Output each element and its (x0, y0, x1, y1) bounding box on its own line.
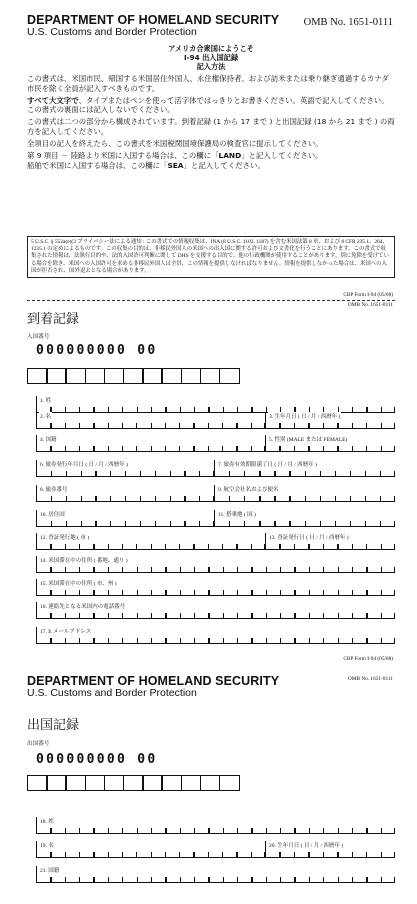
admission-number-boxes[interactable] (27, 368, 238, 384)
departure-number: 000000000 00 (36, 752, 158, 767)
departure-citizenship-field-label: 21. 国籍 (40, 868, 60, 874)
number-box[interactable] (161, 368, 182, 384)
admission-number: 000000000 00 (36, 343, 158, 358)
form-header (27, 14, 393, 38)
number-box[interactable] (200, 775, 221, 791)
us-address-city-state-field-label: 15. 米国滞在中の住所 ( 市、州 ) (40, 581, 117, 587)
departure-first-name-field-label: 19. 名 (40, 843, 54, 849)
number-box[interactable] (65, 368, 86, 384)
citizenship-field-label: 4. 国籍 (40, 437, 57, 443)
departure-first-name-field[interactable] (36, 841, 265, 858)
instruction-parts: この書式は二つの部分から構成されています。到着記録 (1 から 17 まで ) と出国記録 (18 から 21 まで ) の両方を記入してください。 (27, 117, 395, 136)
number-box[interactable] (142, 368, 163, 384)
instruction-who: この書式は、米国市民、帰国する米国居住外国人、永住権保持者、および訪米または乗り継ぎ通過するカナダ市民を除く全員が記入すべきものです。 (27, 74, 389, 93)
visa-city-field-label: 12. 査証発行地 ( 市 ) (40, 535, 90, 541)
omb-number: OMB No. 1651-0111 (303, 17, 393, 28)
airline-flight-field-label: 9. 航空会社名および便名 (218, 487, 279, 493)
us-address-street-field[interactable] (36, 556, 395, 573)
privacy-notice: 5 U.S.C. § 552a(e)(3 プライバシー法による通知 : この書式での情報収集は、INA (8 U.S.C. 1103, 1187) を含む米国法第 8 章、および 8 CFR 235.1、264、1235.1 の定めによるものです。この収集の目的は、非移民外国人の米国への出入国に関する許可および文書化を行うことにあります。この書式で収集された情報は、法執行目的や、法的入国許可判断に関して DHS を支援する目的で、他の行政機関が使用することがあります。別に免除を受けている場合を除き、米国への入国許可を求める非移民外国人は全員、この情報を提供しなければなりません。情報を提供しなかった場合は、米国への入国が拒否され、国外退去となる場合があります。 (27, 236, 395, 278)
departure-birth-date-field-label: 20. 生年月日 ( 日 / 月 / 西暦年 ) (269, 843, 344, 849)
passport-number-field-label: 8. 旅券番号 (40, 487, 68, 493)
number-box[interactable] (85, 368, 106, 384)
us-phone-field-label: 16. 連絡先となる米国内の電話番号 (40, 604, 126, 610)
birth-date-field[interactable] (265, 412, 395, 429)
form-id-top: CBP Form I-94 (05/08) (343, 292, 393, 298)
us-address-city-state-field[interactable] (36, 579, 395, 596)
email-field-label: 17. E メールアドレス (40, 629, 92, 635)
number-box[interactable] (123, 368, 144, 384)
first-name-field[interactable] (36, 412, 265, 429)
number-box[interactable] (104, 368, 125, 384)
departure-header (27, 675, 393, 699)
agency-name: U.S. Customs and Border Protection (27, 26, 197, 38)
departure-birth-date-field[interactable] (265, 841, 395, 858)
family-name-field-label: 1. 姓 (40, 398, 52, 404)
instructions (27, 44, 395, 173)
number-box[interactable] (181, 775, 202, 791)
visa-city-field[interactable] (36, 533, 265, 550)
boarding-country-field-label: 11. 搭乗地 ( 国 ) (218, 512, 256, 518)
number-box[interactable] (219, 368, 240, 384)
number-box[interactable] (27, 775, 48, 791)
number-box[interactable] (65, 775, 86, 791)
airline-flight-field[interactable] (214, 485, 395, 502)
departure-family-name-field[interactable] (36, 817, 395, 834)
instruction-print: すべて大文字で、タイプまたはペンを使って活字体ではっきりとお書きください。英語で記入してください。この書式の裏面には記入しないでください。 (27, 95, 389, 115)
instruction-submit: 全項目の記入を終えたら、この書式を米国税関国境保護局の検査官に提示してください。 (27, 139, 323, 149)
form-id-bottom: CBP Form I-94 (05/08) (343, 656, 393, 662)
admission-number-label: 入国番号 (27, 334, 50, 340)
email-field[interactable] (36, 627, 395, 644)
passport-number-field[interactable] (36, 485, 214, 502)
passport-issue-date-field[interactable] (36, 460, 214, 477)
omb-number-arrival: OMB No. 1651-0111 (347, 302, 393, 308)
number-box[interactable] (46, 775, 67, 791)
passport-expiry-date-field[interactable] (214, 460, 395, 477)
departure-citizenship-field[interactable] (36, 866, 395, 883)
instruction-item9: 第 9 項目 － 陸路より米国に入国する場合は、この欄に「LAND」と記入してください。 船舶で米国に入国する場合は、この欄に「SEA」と記入してください。 (27, 151, 323, 170)
us-phone-field[interactable] (36, 602, 395, 619)
number-box[interactable] (142, 775, 163, 791)
passport-issue-date-field-label: 6. 旅券発行年月日 ( 日 / 月 / 西暦年 ) (40, 462, 128, 468)
number-box[interactable] (85, 775, 106, 791)
howto-title: 記入方法 (196, 62, 226, 71)
sex-field[interactable] (265, 435, 395, 452)
number-box[interactable] (104, 775, 125, 791)
department-name: DEPARTMENT OF HOMELAND SECURITY (27, 13, 280, 27)
family-name-field[interactable] (36, 396, 395, 413)
residence-country-field-label: 10. 居住国 (40, 512, 65, 518)
citizenship-field[interactable] (36, 435, 265, 452)
first-name-field-label: 2. 名 (40, 414, 52, 420)
omb-number-departure: OMB No. 1651-0111 (347, 676, 393, 682)
number-box[interactable] (200, 368, 221, 384)
number-box[interactable] (27, 368, 48, 384)
instructions-titles (27, 44, 395, 71)
sex-field-label: 5. 性別 (MALE または FEMALE) (269, 437, 348, 443)
record-title: I-94 出入国記録 (183, 53, 239, 62)
departure-number-boxes[interactable] (27, 775, 238, 791)
boarding-country-field[interactable] (214, 510, 395, 527)
department-name-departure: DEPARTMENT OF HOMELAND SECURITY (27, 674, 280, 688)
arrival-record-title: 到着記録 (27, 311, 80, 326)
tear-line (27, 300, 395, 301)
number-box[interactable] (181, 368, 202, 384)
agency-name-departure: U.S. Customs and Border Protection (27, 687, 197, 699)
number-box[interactable] (219, 775, 240, 791)
departure-number-label: 出国番号 (27, 741, 50, 747)
number-box[interactable] (123, 775, 144, 791)
residence-country-field[interactable] (36, 510, 214, 527)
passport-expiry-date-field-label: 7. 旅券有効期限満了日 ( 日 / 月 / 西暦年 ) (218, 462, 317, 468)
visa-date-field-label: 13. 査証発行日 ( 日 / 月 / 西暦年 ) (269, 535, 349, 541)
us-address-street-field-label: 14. 米国滞在中の住所 ( 番地、通り ) (40, 558, 128, 564)
number-box[interactable] (46, 368, 67, 384)
departure-record-title: 出国記録 (27, 717, 80, 732)
welcome-title: アメリカ合衆国にようこそ (168, 44, 254, 53)
number-box[interactable] (161, 775, 182, 791)
departure-family-name-field-label: 18. 姓 (40, 819, 54, 825)
visa-date-field[interactable] (265, 533, 395, 550)
birth-date-field-label: 3. 生年月日 ( 日 / 月 / 西暦年 ) (269, 414, 341, 420)
